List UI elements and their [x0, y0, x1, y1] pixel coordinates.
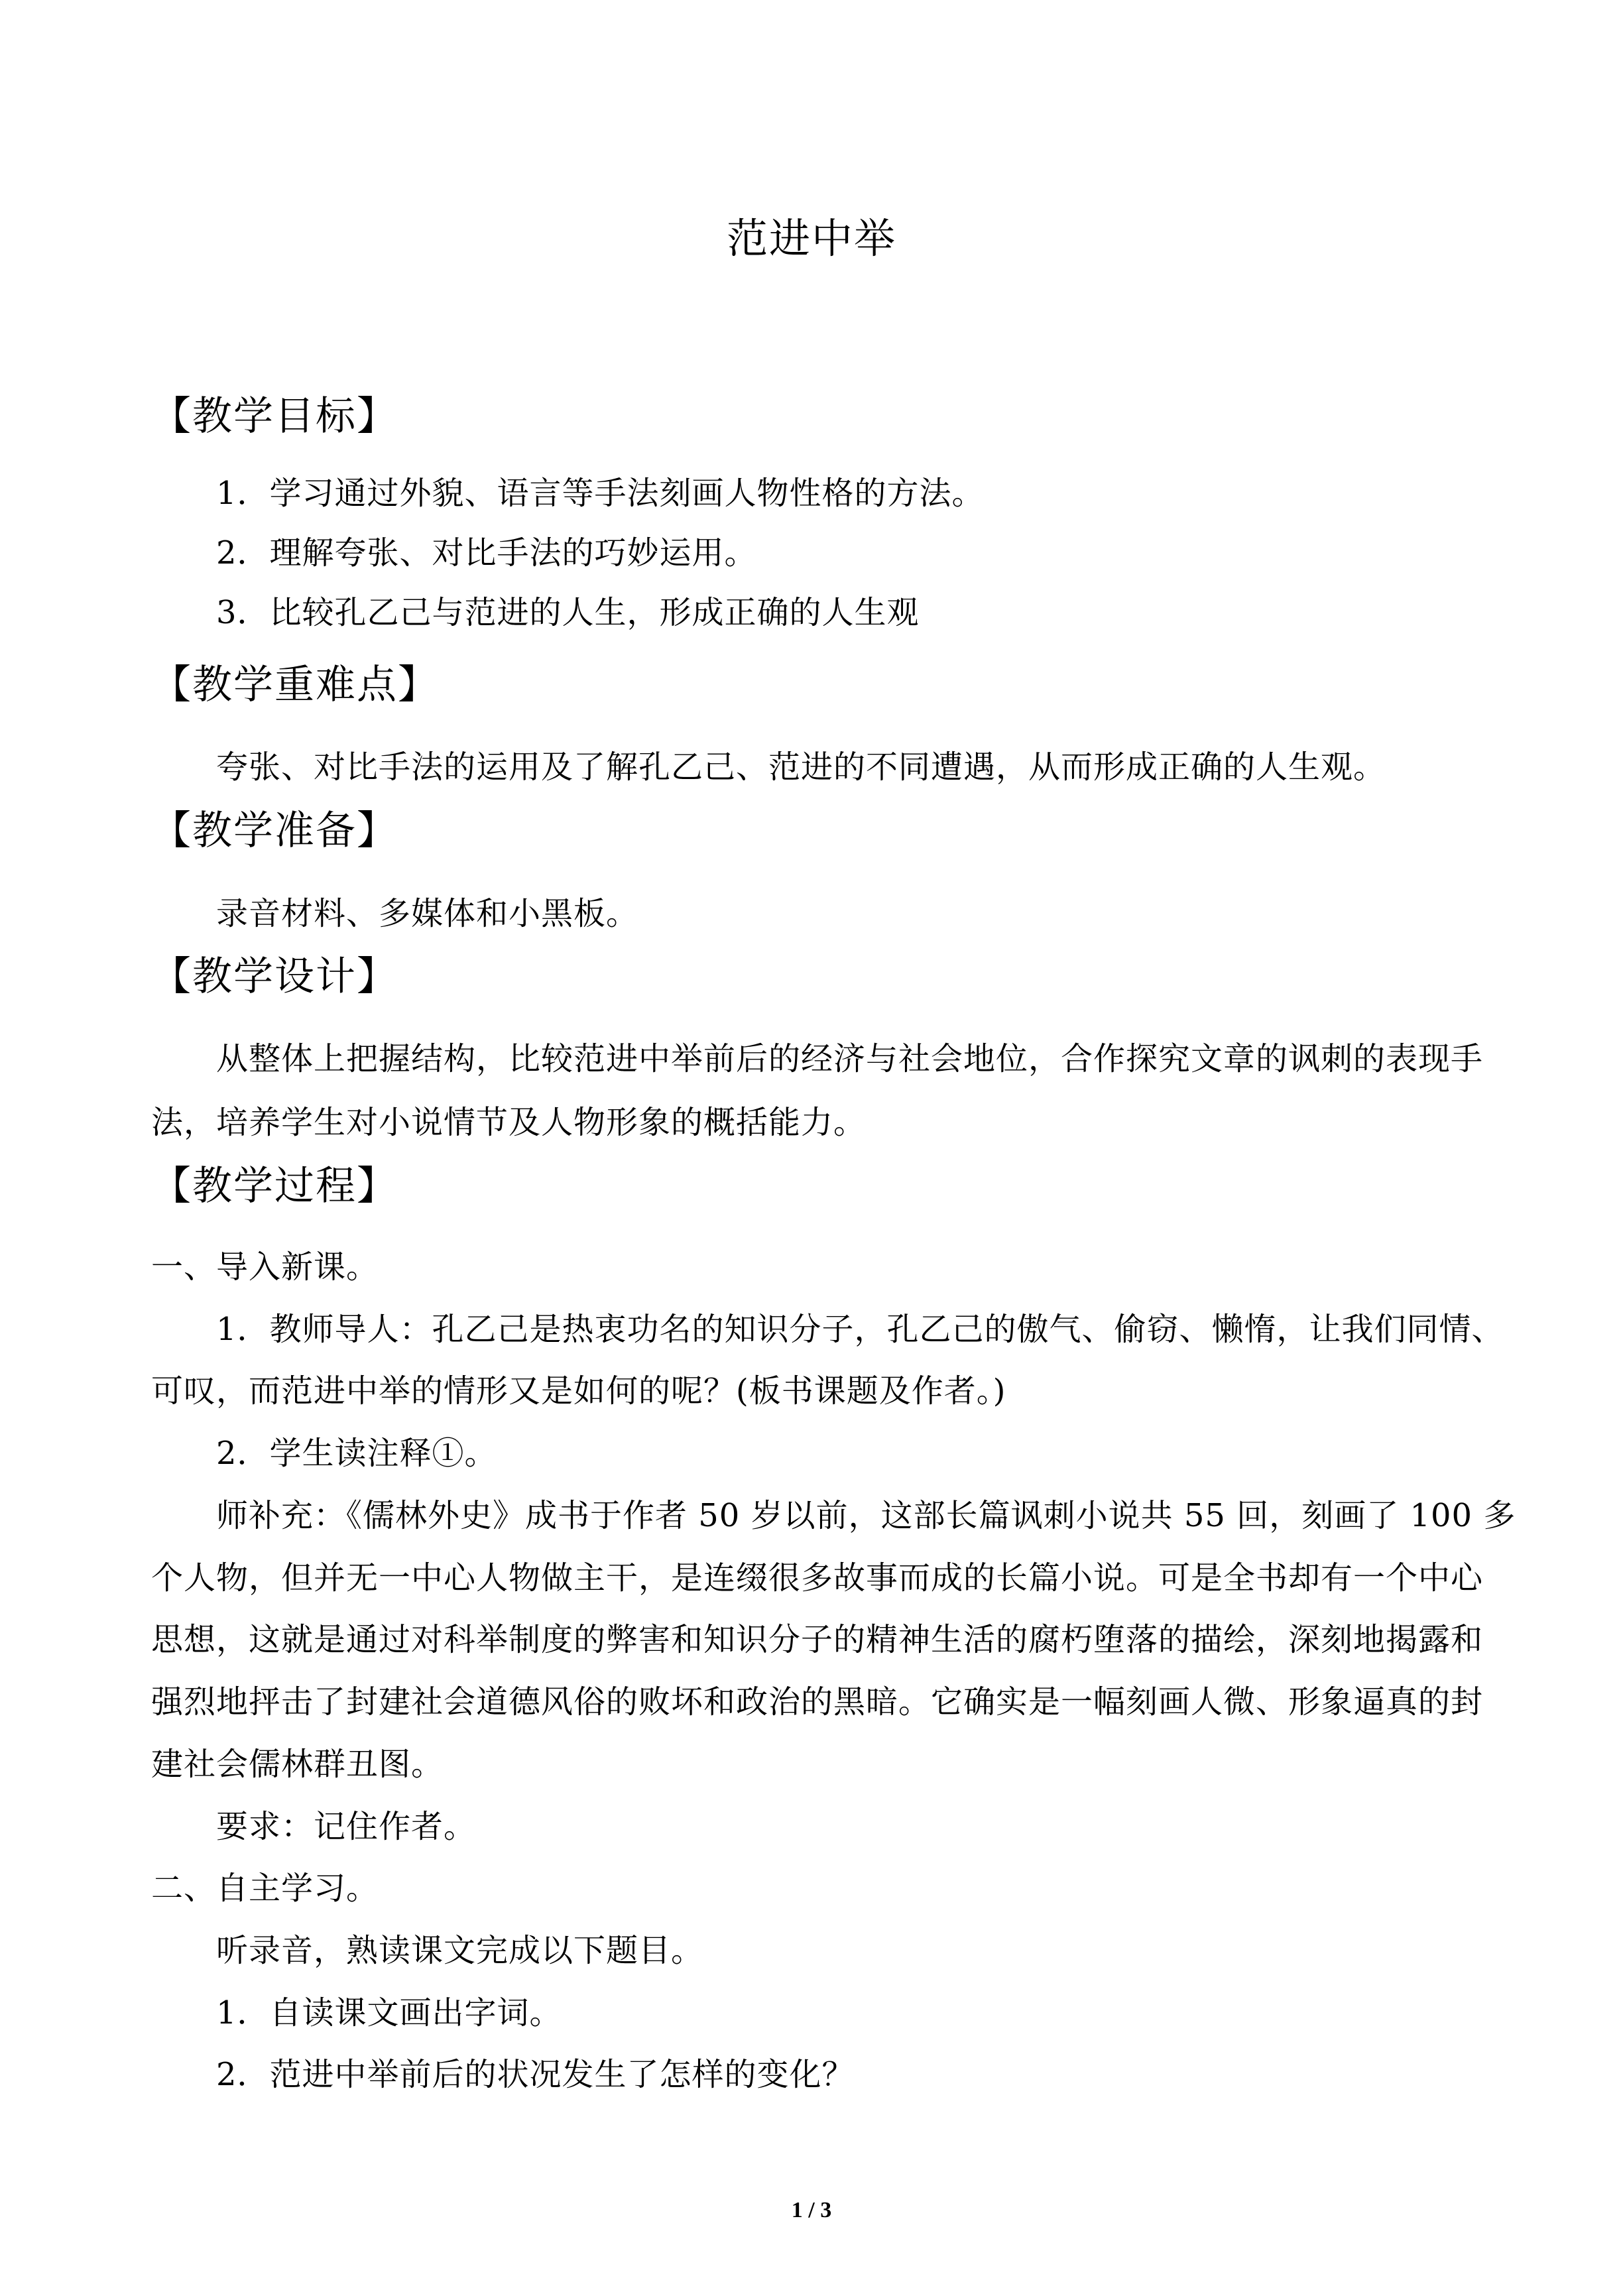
prep-text: 录音材料、多媒体和小黑板。 — [216, 895, 639, 932]
section-heading-prep: 【教学准备】 — [151, 808, 398, 854]
question-item-1: 1．自读课文画出字词。 — [216, 1994, 562, 2031]
process-paragraph-line: 可叹，而范进中举的情形又是如何的呢？(板书课题及作者。) — [151, 1372, 1006, 1410]
section-heading-goals: 【教学目标】 — [151, 393, 398, 440]
design-text-line: 法，培养学生对小说情节及人物形象的概括能力。 — [151, 1104, 867, 1141]
design-text-line: 从整体上把握结构，比较范进中举前后的经济与社会地位，合作探究文章的讽刺的表现手 — [216, 1040, 1484, 1077]
process-paragraph-line: 1．教师导人：孔乙己是热衷功名的知识分子，孔乙己的傲气、偷窃、懒惰，让我们同情、 — [216, 1311, 1504, 1348]
page-title: 范进中举 — [726, 214, 896, 263]
supplement-line: 建社会儒林群丑图。 — [151, 1746, 444, 1783]
section-heading-keypoints: 【教学重难点】 — [151, 662, 439, 708]
supplement-line: 个人物，但并无一中心人物做主干，是连缀很多故事而成的长篇小说。可是全书却有一个中心 — [151, 1559, 1484, 1597]
supplement-line: 强烈地抨击了封建社会道德风俗的败坏和政治的黑暗。它确实是一幅刻画人微、形象逼真的封 — [151, 1683, 1484, 1721]
process-paragraph-line: 听录音，熟读课文完成以下题目。 — [216, 1932, 704, 1969]
section-heading-design: 【教学设计】 — [151, 953, 398, 1000]
process-part-1-heading: 一、导入新课。 — [151, 1248, 379, 1286]
process-paragraph-line: 2．学生读注释①。 — [216, 1435, 497, 1472]
question-item-2: 2．范进中举前后的状况发生了怎样的变化？ — [216, 2056, 855, 2093]
goal-item-3: 3．比较孔乙己与范进的人生，形成正确的人生观 — [216, 594, 920, 631]
page-number: 1 / 3 — [791, 2198, 832, 2222]
goal-item-1: 1．学习通过外貌、语言等手法刻画人物性格的方法。 — [216, 475, 985, 512]
supplement-line: 师补充：《儒林外史》成书于作者 50 岁以前，这部长篇讽刺小说共 55 回，刻画了 100 多 — [216, 1497, 1516, 1534]
supplement-line: 思想，这就是通过对科举制度的弊害和知识分子的精神生活的腐朽堕落的描绘，深刻地揭露和 — [151, 1621, 1484, 1658]
requirement-text: 要求：记住作者。 — [216, 1808, 477, 1845]
section-heading-process: 【教学过程】 — [151, 1163, 398, 1209]
keypoints-text: 夸张、对比手法的运用及了解孔乙己、范进的不同遭遇，从而形成正确的人生观。 — [216, 749, 1386, 786]
process-part-2-heading: 二、自主学习。 — [151, 1870, 379, 1907]
goal-item-2: 2．理解夸张、对比手法的巧妙运用。 — [216, 534, 757, 572]
